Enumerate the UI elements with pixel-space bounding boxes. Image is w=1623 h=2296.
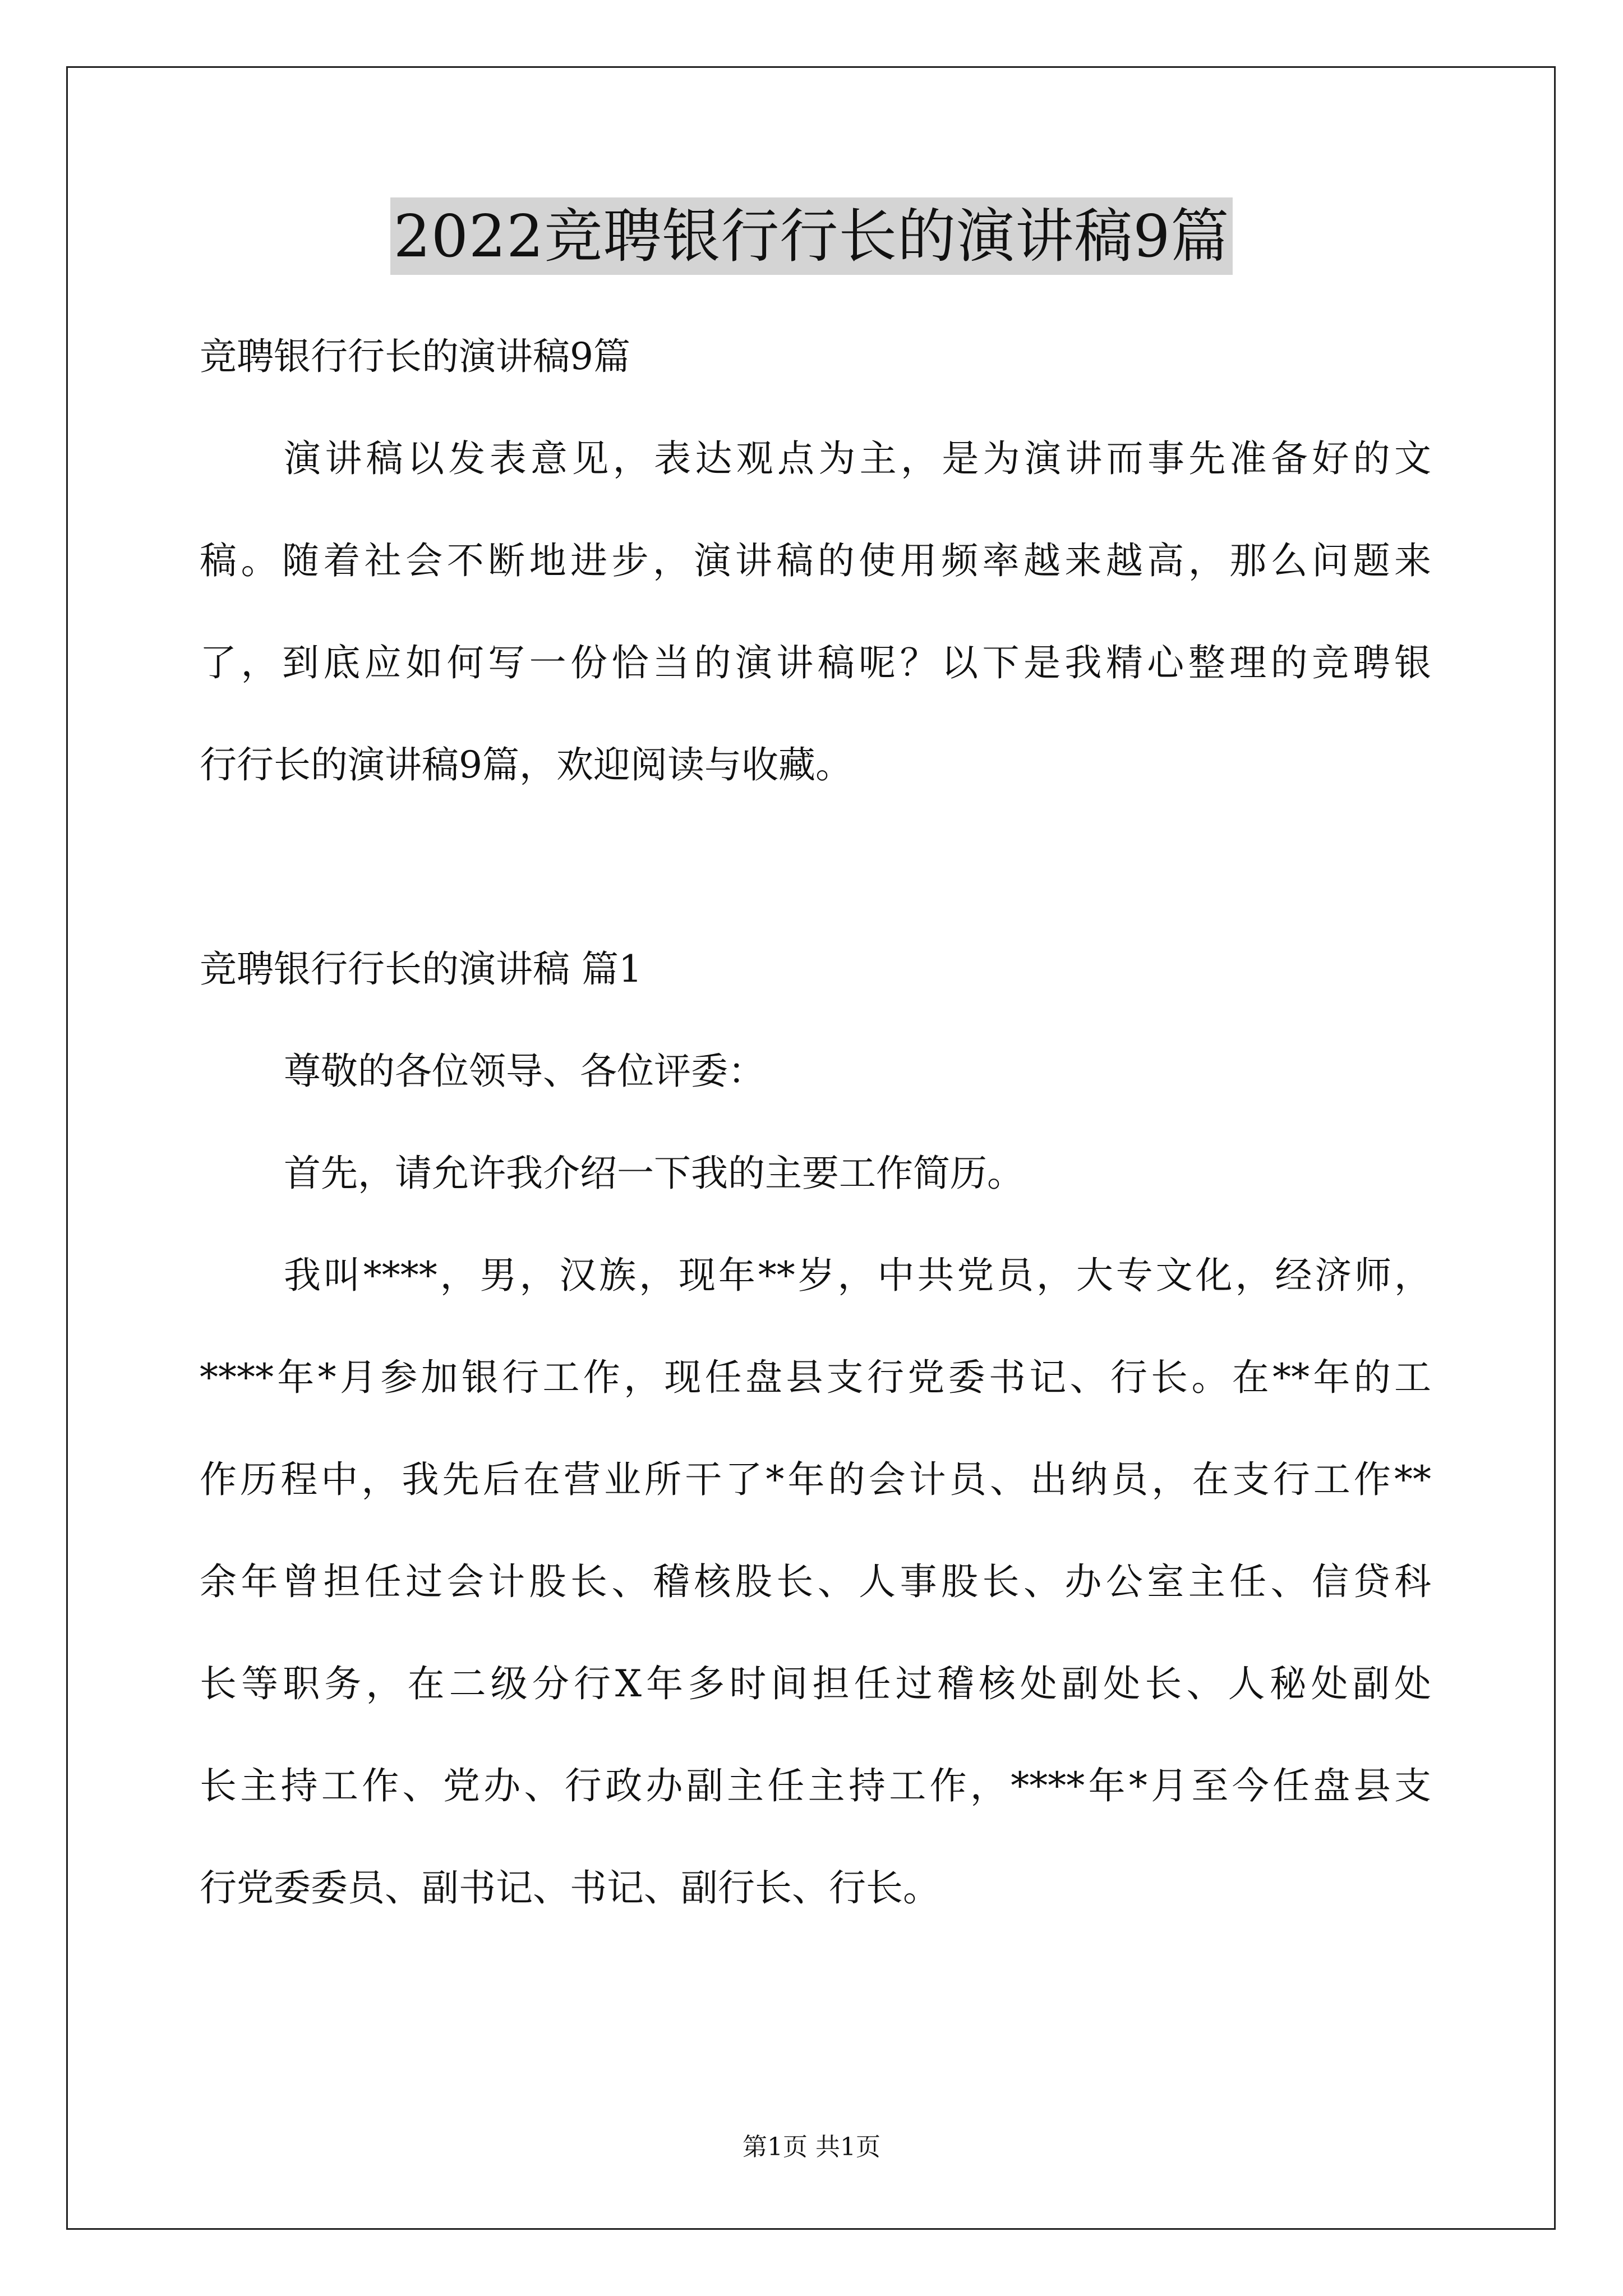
paragraph-line: ****年*月参加银行工作，现任盘县支行党委书记、行长。在**年的工 [200, 1356, 1431, 1399]
document-subtitle: 竞聘银行行长的演讲稿9篇 [200, 335, 630, 378]
document-body [200, 306, 1431, 1939]
paragraph-line: 长主持工作、党办、行政办副主任主持工作，****年*月至今任盘县支 [200, 1764, 1431, 1807]
paragraph-line: 长等职务，在二级分行X年多时间担任过稽核处副处长、人秘处副处 [200, 1662, 1431, 1705]
salutation: 尊敬的各位领导、各位评委： [284, 1050, 765, 1093]
title-container [0, 197, 1623, 275]
paragraph-line: 余年曾担任过会计股长、稽核股长、人事股长、办公室主任、信贷科 [200, 1560, 1431, 1603]
paragraph-line: 我叫****，男，汉族，现年**岁，中共党员，大专文化，经济师， [284, 1254, 1431, 1297]
page-footer: 第1页 共1页 [743, 2133, 880, 2161]
document-title: 2022竞聘银行行长的演讲稿9篇 [390, 197, 1233, 275]
paragraph-intro: 首先，请允许我介绍一下我的主要工作简历。 [284, 1152, 1024, 1195]
paragraph-line: 作历程中，我先后在营业所干了*年的会计员、出纳员，在支行工作** [200, 1458, 1431, 1501]
paragraph-line: 行党委委员、副书记、书记、副行长、行长。 [200, 1866, 940, 1910]
paragraph-gap [200, 816, 1431, 918]
section-heading: 竞聘银行行长的演讲稿 篇1 [200, 947, 642, 991]
intro-line: 演讲稿以发表意见，表达观点为主，是为演讲而事先准备好的文 [284, 437, 1431, 480]
intro-line: 了，到底应如何写一份恰当的演讲稿呢？以下是我精心整理的竞聘银 [200, 641, 1431, 684]
intro-line: 行行长的演讲稿9篇，欢迎阅读与收藏。 [200, 743, 852, 786]
intro-line: 稿。随着社会不断地进步，演讲稿的使用频率越来越高，那么问题来 [200, 539, 1431, 582]
